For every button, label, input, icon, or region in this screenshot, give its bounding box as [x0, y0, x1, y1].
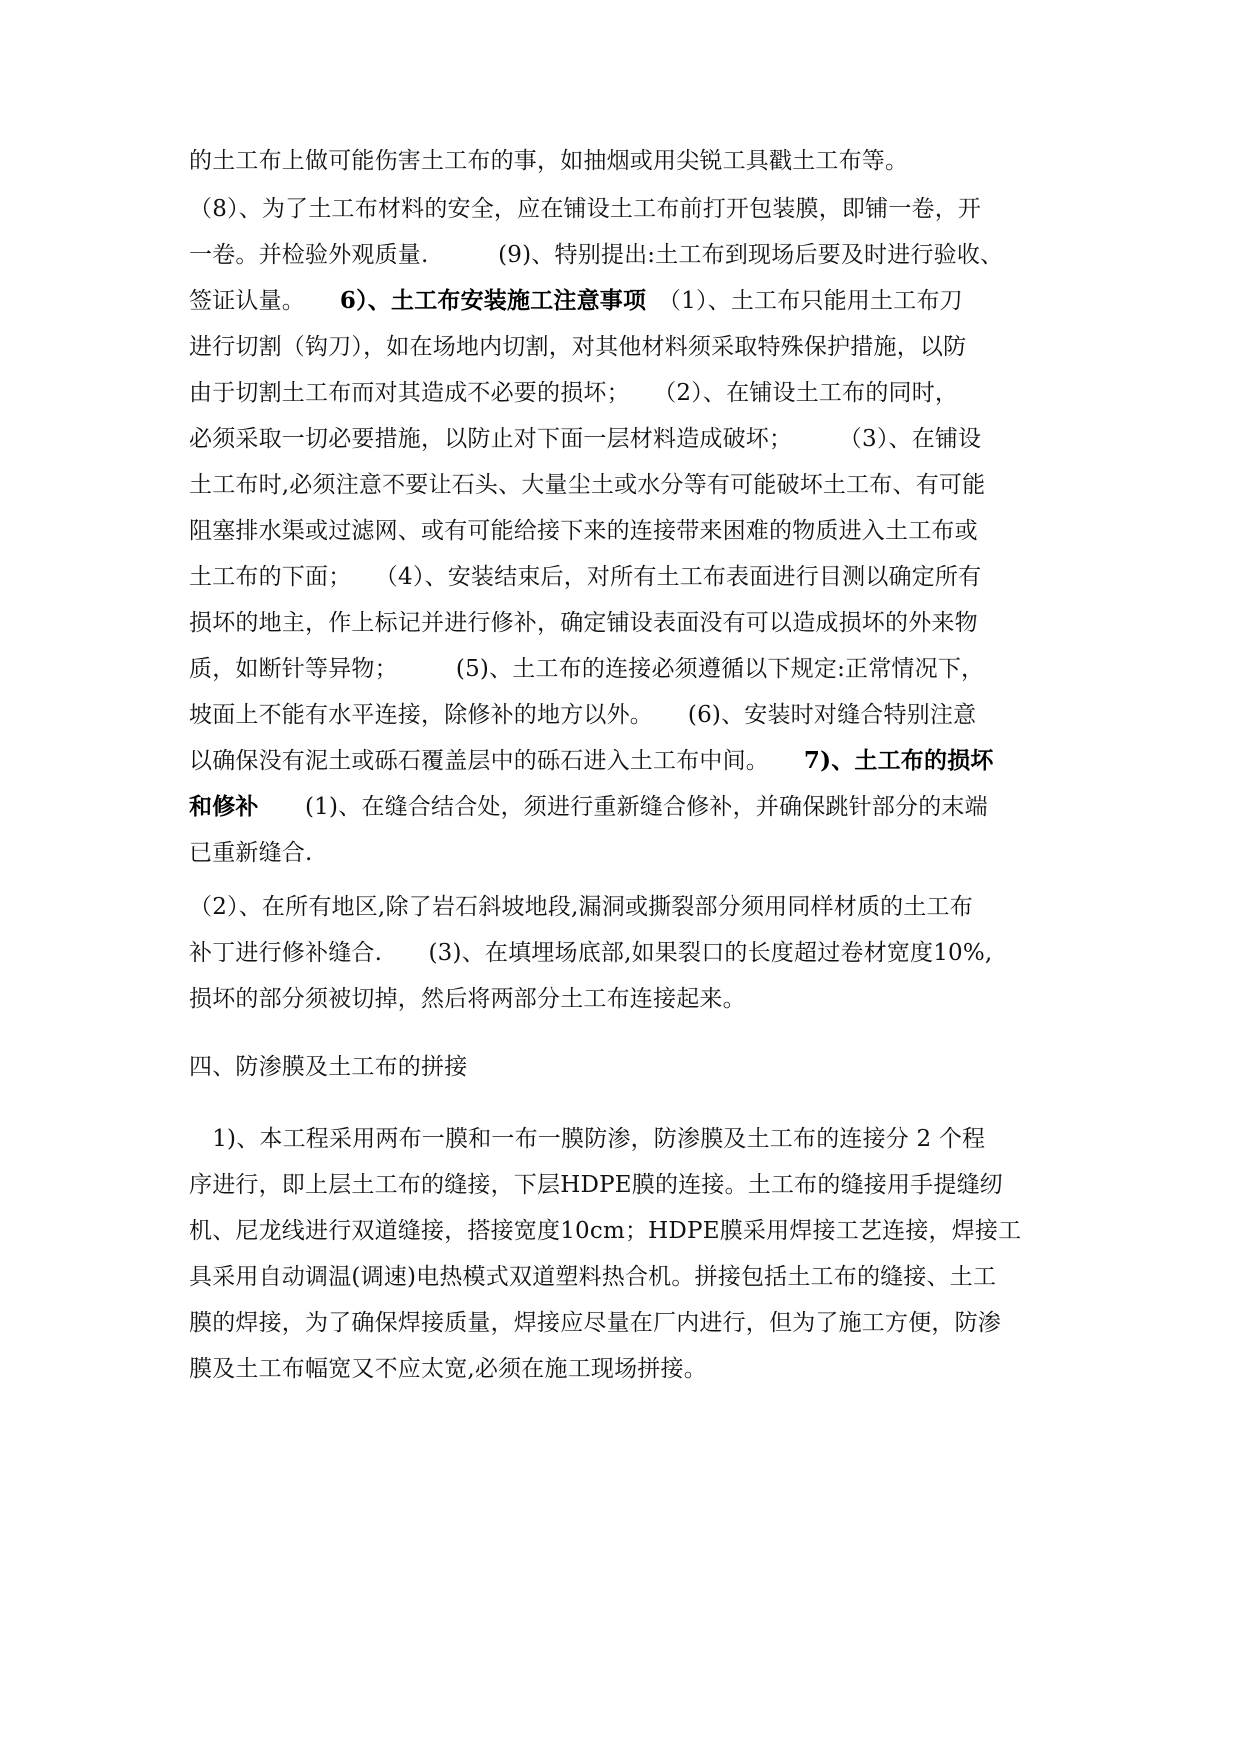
text-line: 必须采取一切必要措施，以防止对下面一层材料造成破坏； （3）、在铺设 [189, 426, 982, 452]
text-run: 以确保没有泥土或砾石覆盖层中的砾石进入土工布中间。 [189, 748, 804, 774]
text-line: 土工布的下面； （4）、安装结束后，对所有土工布表面进行目测以确定所有 [189, 564, 982, 590]
text-line: 膜的焊接，为了确保焊接质量，焊接应尽量在厂内进行，但为了施工方便，防渗 [189, 1310, 1001, 1336]
text-line: 具采用自动调温(调速)电热模式双道塑料热合机。拼接包括土工布的缝接、土工 [189, 1264, 997, 1290]
section-heading-6: 6）、土工布安装施工注意事项 [339, 287, 647, 314]
text-line-with-heading [189, 792, 1059, 822]
text-line: 1)、本工程采用两布一膜和一布一膜防渗，防渗膜及土工布的连接分 2 个程 [189, 1126, 986, 1152]
text-line: （2）、在所有地区,除了岩石斜坡地段,漏洞或撕裂部分须用同样材质的土工布 [189, 894, 973, 920]
section-heading-4: 四、防渗膜及土工布的拼接 [189, 1054, 468, 1080]
text-line: 质，如断针等异物； (5)、土工布的连接必须遵循以下规定:正常情况下， [189, 656, 985, 682]
text-run: 签证认量。 [189, 288, 340, 314]
text-line: 坡面上不能有水平连接，除修补的地方以外。 (6)、安装时对缝合特别注意 [189, 702, 977, 728]
text-line: （8）、为了土工布材料的安全，应在铺设土工布前打开包装膜，即铺一卷，开 [189, 196, 982, 222]
text-line: 损坏的地主，作上标记并进行修补，确定铺设表面没有可以造成损坏的外来物 [189, 610, 978, 636]
text-line: 损坏的部分须被切掉，然后将两部分土工布连接起来。 [189, 986, 746, 1012]
text-line: 阻塞排水渠或过滤网、或有可能给接下来的连接带来困难的物质进入土工布或 [189, 518, 978, 544]
text-line-with-heading [189, 746, 1059, 776]
section-heading-7: 7)、土工布的损坏 [803, 747, 994, 774]
section-heading-7-cont: 和修补 [189, 793, 259, 820]
text-line: 的土工布上做可能伤害土工布的事，如抽烟或用尖锐工具戳土工布等。 [189, 148, 909, 174]
text-line: 补丁进行修补缝合. (3)、在填埋场底部,如果裂口的长度超过卷材宽度10%, [189, 940, 993, 966]
text-line: 进行切割（钩刀），如在场地内切割，对其他材料须采取特殊保护措施，以防 [189, 334, 967, 360]
text-line: 序进行，即上层土工布的缝接，下层HDPE膜的连接。土工布的缝接用手提缝纫 [189, 1172, 1003, 1198]
text-line: 一卷。并检验外观质量. (9)、特别提出:土工布到现场后要及时进行验收、 [189, 242, 1004, 268]
text-line: 机、尼龙线进行双道缝接，搭接宽度10cm；HDPE膜采用焊接工艺连接，焊接工 [189, 1218, 1022, 1244]
text-line: 膜及土工布幅宽又不应太宽,必须在施工现场拼接。 [189, 1356, 707, 1382]
text-line-with-heading [189, 286, 1059, 316]
text-line: 由于切割土工布而对其造成不必要的损坏； （2）、在铺设土工布的同时， [189, 380, 959, 406]
text-run: （1）、土工布只能用土工布刀 [646, 288, 963, 314]
text-line: 已重新缝合. [189, 840, 313, 866]
text-line: 土工布时,必须注意不要让石头、大量尘土或水分等有可能破坏土工布、有可能 [189, 472, 986, 498]
text-run: (1)、在缝合结合处，须进行重新缝合修补，并确保跳针部分的末端 [258, 794, 988, 820]
